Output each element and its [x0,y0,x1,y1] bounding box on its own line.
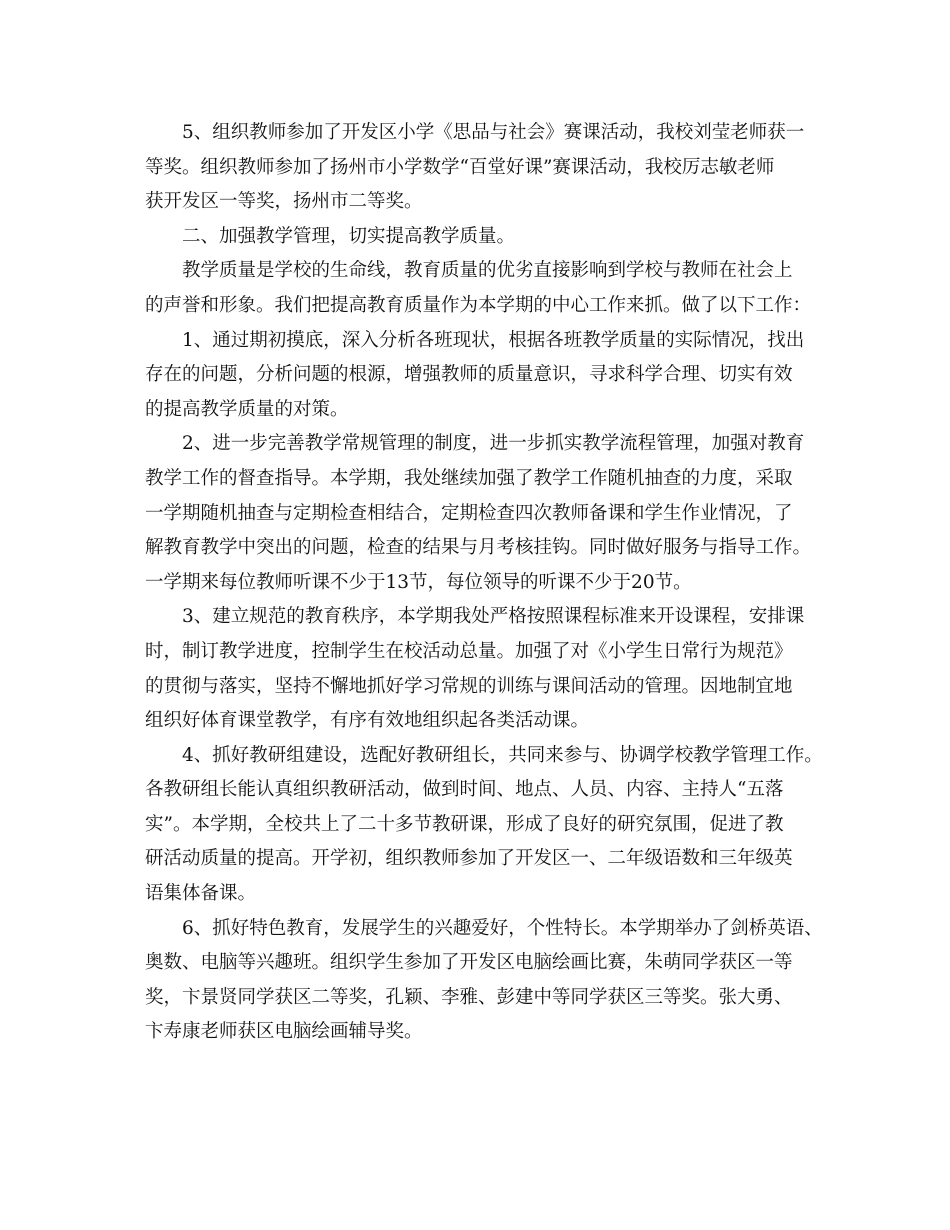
paragraph-line: 等奖。组织教师参加了扬州市小学数学“百堂好课”赛课活动，我校厉志敏老师 [145,156,775,178]
paragraph-line: 教学工作的督查指导。本学期，我处继续加强了教学工作随机抽查的力度，采取 [145,467,793,489]
paragraph-line: 的声誉和形象。我们把提高教育质量作为本学期的中心工作来抓。做了以下工作： [145,294,812,316]
paragraph-line: 实”。本学期，全校共上了二十多节教研课，形成了良好的研究氛围，促进了教 [145,813,784,835]
paragraph-line: 的提高教学质量的对策。 [145,398,349,420]
paragraph-line: 解教育教学中突出的问题，检查的结果与月考核挂钩。同时做好服务与指导工作。 [145,537,812,559]
paragraph-line: 存在的问题，分析问题的根源，增强教师的质量意识，寻求科学合理、切实有效 [145,364,793,386]
paragraph-line: 获开发区一等奖，扬州市二等奖。 [145,191,423,213]
paragraph-first-line: 1、通过期初摸底，深入分析各班现状，根据各班教学质量的实际情况，找出 [182,329,805,351]
paragraph-first-line: 教学质量是学校的生命线，教育质量的优劣直接影响到学校与教师在社会上 [182,260,793,282]
paragraph-line: 研活动质量的提高。开学初，组织教师参加了开发区一、二年级语数和三年级英 [145,848,793,870]
paragraph-line: 时，制订教学进度，控制学生在校活动总量。加强了对《小学生日常行为规范》 [145,640,793,662]
paragraph-first-line: 6、抓好特色教育，发展学生的兴趣爱好，个性特长。本学期举办了剑桥英语、 [182,917,823,939]
paragraph-line: 奖，卞景贤同学获区二等奖，孔颖、李雅、彭建中等同学获区三等奖。张大勇、 [145,986,793,1008]
paragraph-first-line: 3、建立规范的教育秩序，本学期我处严格按照课程标准来开设课程，安排课 [182,606,805,628]
paragraph-line: 卞寿康老师获区电脑绘画辅导奖。 [145,1021,423,1043]
document-body [145,116,825,1050]
paragraph-first-line: 4、抓好教研组建设，选配好教研组长，共同来参与、协调学校教学管理工作。 [182,744,823,766]
paragraph-line: 一学期来每位教师听课不少于13节，每位领导的听课不少于20节。 [145,571,692,593]
paragraph-line: 各教研组长能认真组织教研活动，做到时间、地点、人员、内容、主持人“五落 [145,779,784,801]
paragraph-first-line: 2、进一步完善教学常规管理的制度，进一步抓实教学流程管理，加强对教育 [182,433,805,455]
paragraph-first-line: 二、加强教学管理，切实提高教学质量。 [182,225,516,247]
paragraph-line: 的贯彻与落实，坚持不懈地抓好学习常规的训练与课间活动的管理。因地制宜地 [145,675,793,697]
paragraph-first-line: 5、组织教师参加了开发区小学《思品与社会》赛课活动，我校刘莹老师获一 [182,122,805,143]
paragraph-line: 组织好体育课堂教学，有序有效地组织起各类活动课。 [145,710,590,732]
paragraph-line: 一学期随机抽查与定期检查相结合，定期检查四次教师备课和学生作业情况，了 [145,502,793,524]
paragraph-line: 语集体备课。 [145,883,257,905]
paragraph-line: 奥数、电脑等兴趣班。组织学生参加了开发区电脑绘画比赛，朱萌同学获区一等 [145,952,793,974]
